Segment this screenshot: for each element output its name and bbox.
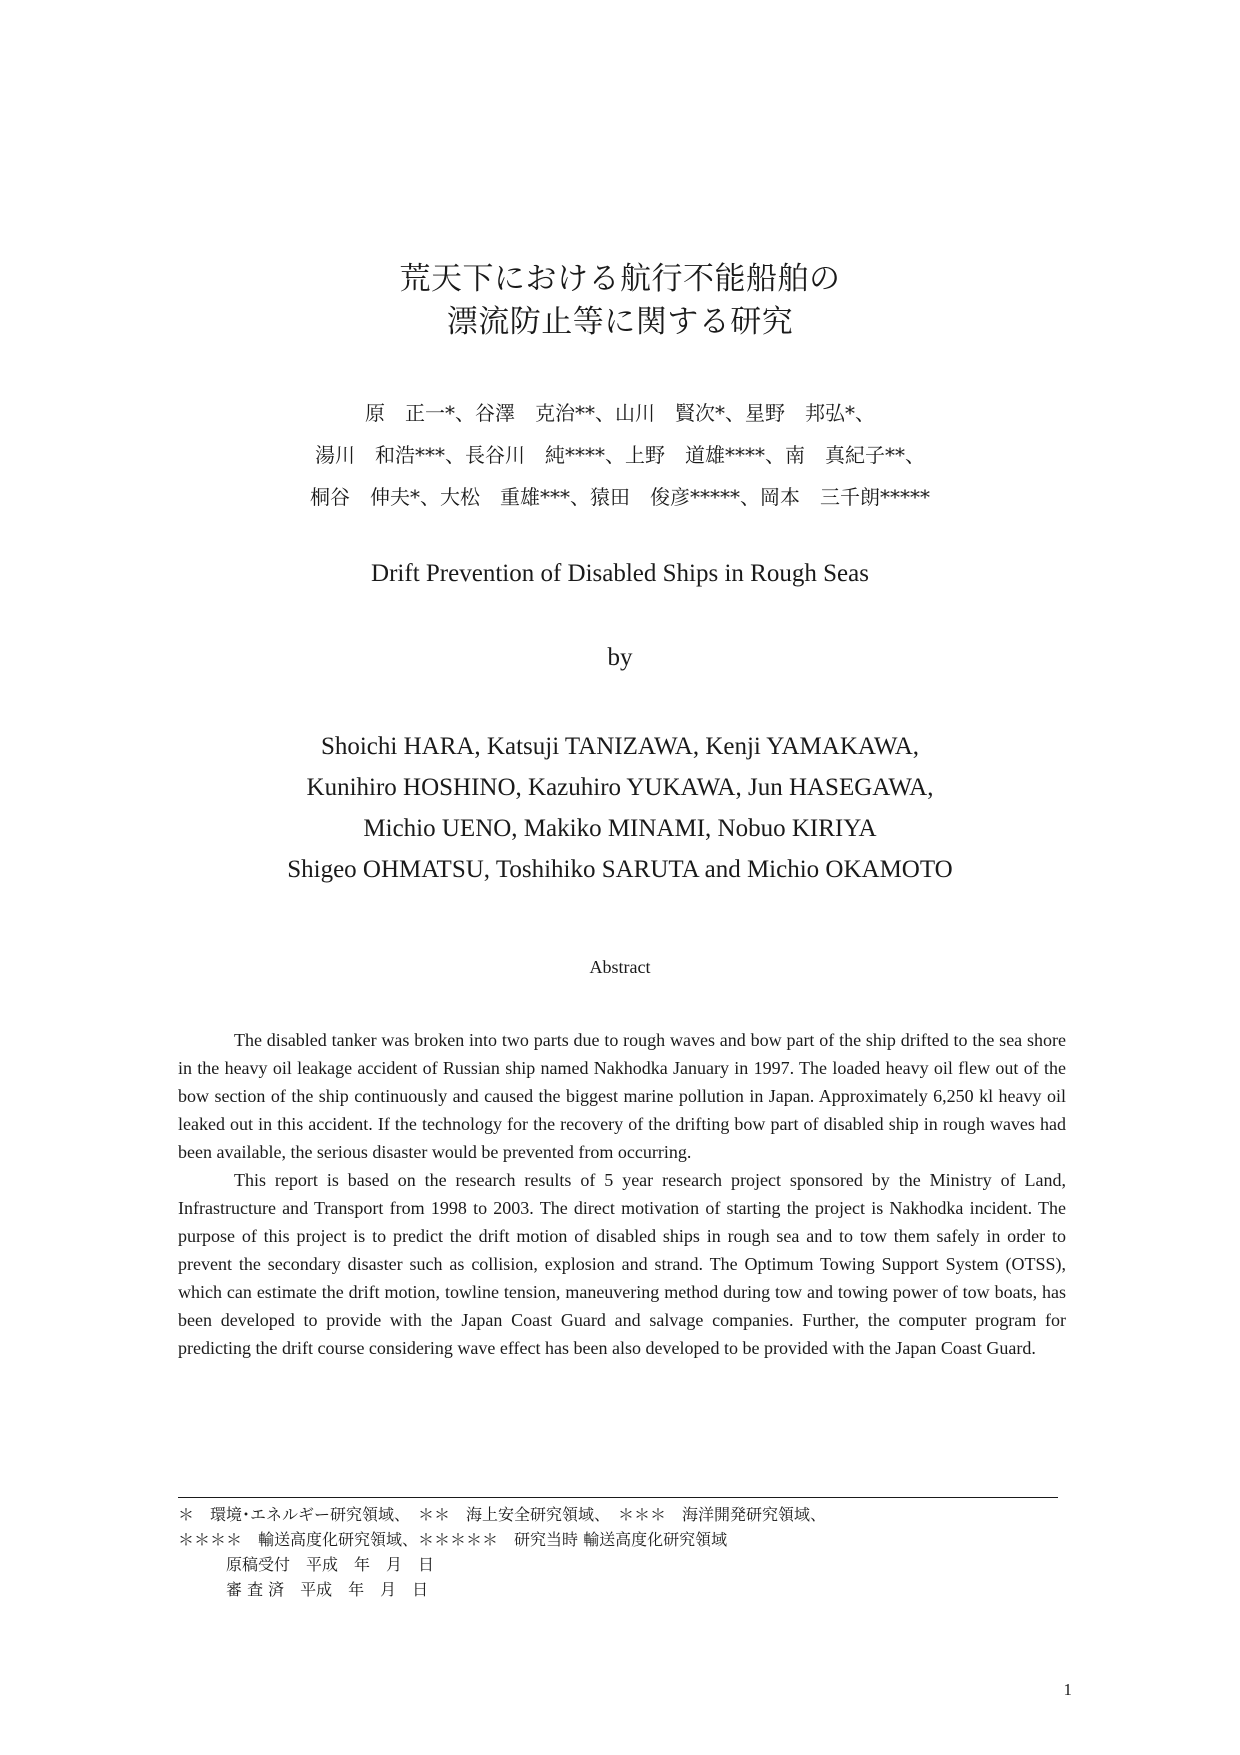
japanese-title <box>0 258 1240 344</box>
english-authors-line-4: Shigeo OHMATSU, Toshihiko SARUTA and Michio OKAMOTO <box>287 856 953 883</box>
abstract-paragraph-2: This report is based on the research results of 5 year research project sponsored by the Ministry of Land, Infrastructure and Transport from 1998 to 2003. The direct motivation of starting the project is Nakhodka incident. The purpose of this project is to predict the drift motion of disabled ships in rough sea and to tow them safely in order to prevent the secondary disaster such as collision, explosion and strand. The Optimum Towing Support System (OTSS), which can estimate the drift motion, towline tension, maneuvering method during tow and towing power of tow boats, has been developed to provide with the Japan Coast Guard and salvage companies. Further, the computer program for predicting the drift course considering wave effect has been also developed to be provided with the Japan Coast Guard. <box>178 1170 1066 1358</box>
review-completed: 審 査 済 平成 年 月 日 <box>226 1580 429 1599</box>
affiliation-line-1: ＊ 環境･エネルギー研究領域、 ＊＊ 海上安全研究領域、 ＊＊＊ 海洋開発研究領域、 <box>178 1505 827 1524</box>
by-label: by <box>607 644 633 671</box>
footnote-divider <box>178 1497 1058 1498</box>
abstract-paragraph-1: The disabled tanker was broken into two parts due to rough waves and bow part of the ship drifted to the sea shore in the heavy oil leakage accident of Russian ship named Nakhodka January in 1997. The loaded heavy oil flew out of the bow section of the ship continuously and caused the biggest marine pollution in Japan. Approximately 6,250 kl heavy oil leaked out in this accident. If the technology for the recovery of the drifting bow part of disabled ship in rough waves had been available, the serious disaster would be prevented from occurring. <box>178 1030 1066 1162</box>
footnotes <box>178 1502 1078 1602</box>
english-authors-line-3: Michio UENO, Makiko MINAMI, Nobuo KIRIYA <box>363 815 877 842</box>
english-authors-line-2: Kunihiro HOSHINO, Kazuhiro YUKAWA, Jun HASEGAWA, <box>306 774 934 801</box>
manuscript-received: 原稿受付 平成 年 月 日 <box>226 1555 435 1574</box>
japanese-authors-line-1: 原 正一*、谷澤 克治**、山川 賢次*、星野 邦弘*、 <box>365 401 875 425</box>
page-number: 1 <box>1063 1680 1072 1699</box>
japanese-authors-line-2: 湯川 和浩***、長谷川 純****、上野 道雄****、南 真紀子**、 <box>315 443 925 467</box>
affiliation-line-2: ＊＊＊＊ 輸送高度化研究領域、＊＊＊＊＊ 研究当時 輸送高度化研究領域 <box>178 1530 728 1549</box>
abstract-heading: Abstract <box>589 957 651 977</box>
abstract-body <box>178 1026 1066 1362</box>
english-authors-line-1: Shoichi HARA, Katsuji TANIZAWA, Kenji YAMAKAWA, <box>320 733 920 760</box>
japanese-author-list <box>0 392 1240 518</box>
english-title: Drift Prevention of Disabled Ships in Rough Seas <box>371 560 869 587</box>
japanese-authors-line-3: 桐谷 伸夫*、大松 重雄***、猿田 俊彦*****、岡本 三千朗***** <box>310 485 930 509</box>
english-author-list <box>0 726 1240 890</box>
japanese-title-line-2: 漂流防止等に関する研究 <box>446 304 794 340</box>
japanese-title-line-1: 荒天下における航行不能船舶の <box>399 261 841 297</box>
